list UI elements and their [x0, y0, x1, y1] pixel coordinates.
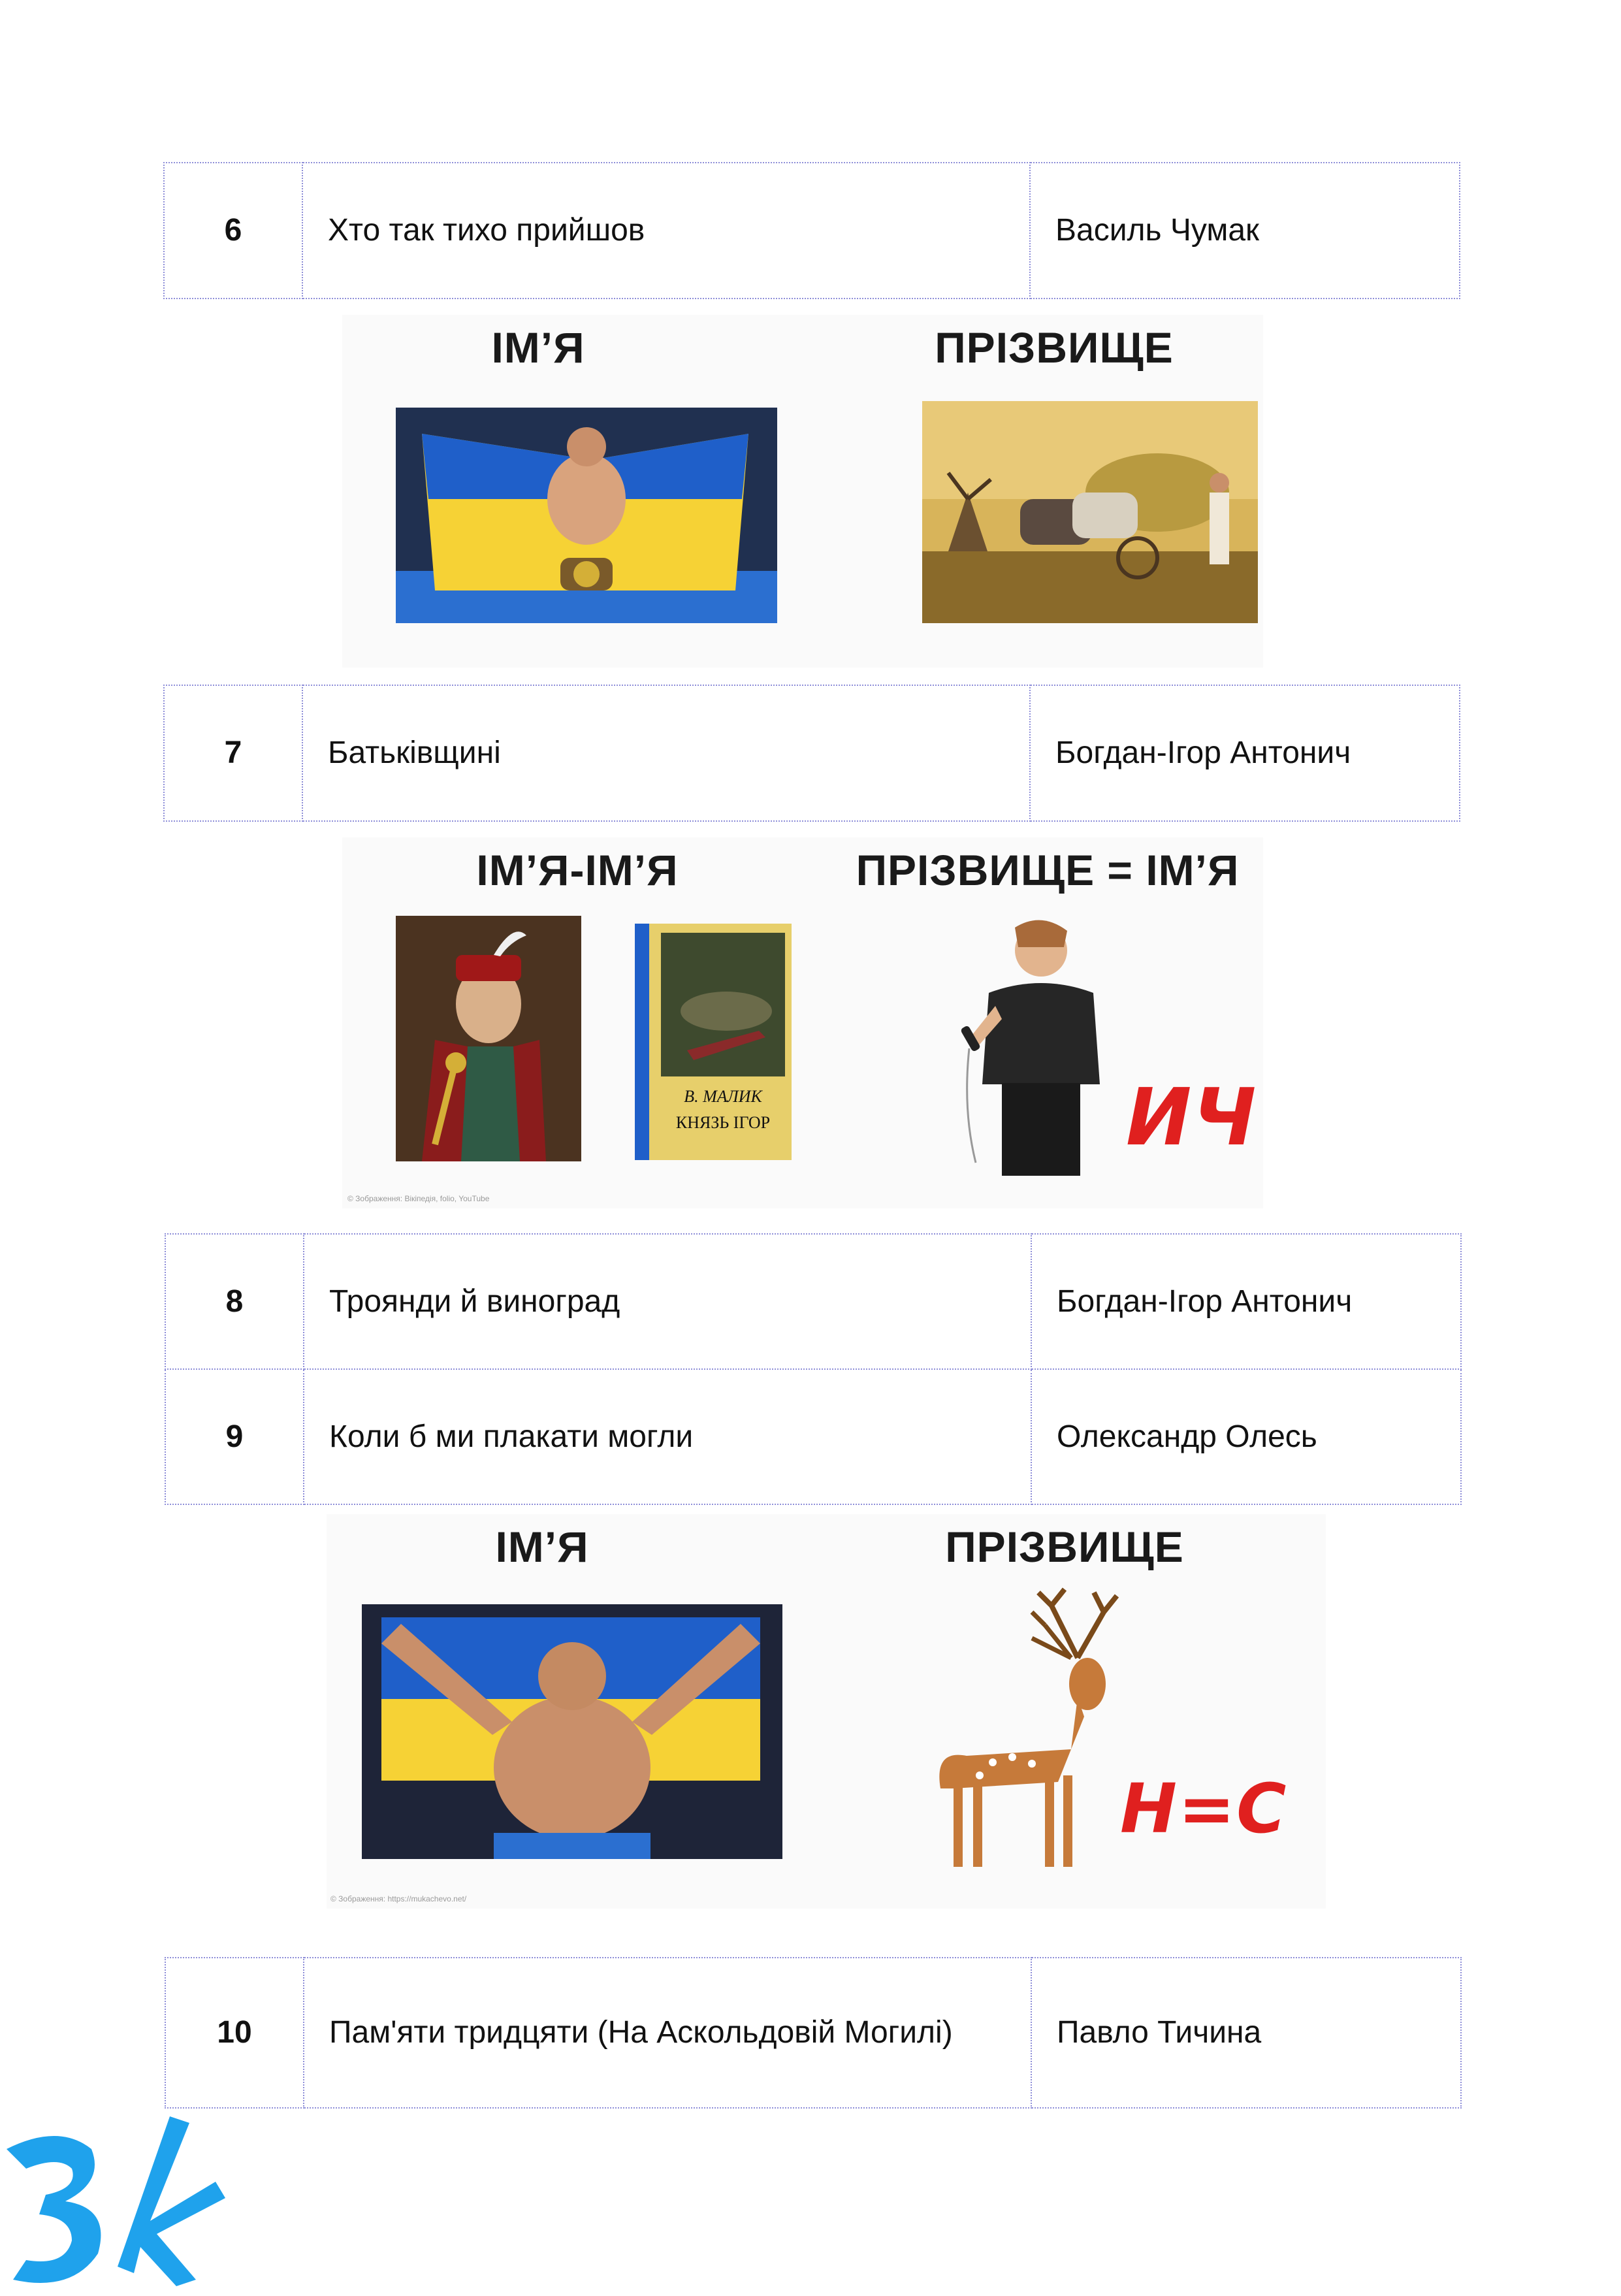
poem-author: Олександр Олесь	[1031, 1369, 1461, 1504]
poem-title: Троянди й виноград	[304, 1234, 1031, 1369]
poem-author: Богдан-Ігор Антонич	[1030, 685, 1460, 821]
row-number: 10	[165, 1958, 304, 2108]
poem-author: Богдан-Ігор Антонич	[1031, 1234, 1461, 1369]
rebus-oleksandr-oles	[327, 1514, 1326, 1909]
surname-caption: ПРІЗВИЩЕ	[935, 323, 1174, 372]
hetman-portrait-image	[396, 916, 581, 1161]
singer-with-microphone-image	[950, 914, 1119, 1176]
poem-table-row-10	[165, 1957, 1462, 2109]
boxer-usyk-with-flag-image	[362, 1604, 782, 1859]
surname-equals-name-caption: ПРІЗВИЩЕ = ІМ’Я	[856, 846, 1240, 894]
book-title: КНЯЗЬ ІГОР	[675, 1113, 771, 1132]
row-number: 7	[164, 685, 302, 821]
row-number: 9	[165, 1369, 304, 1504]
poem-title: Коли б ми плакати могли	[304, 1369, 1031, 1504]
row-number: 8	[165, 1234, 304, 1369]
book-kniaz-ihor-image	[635, 924, 792, 1160]
rebus-bohdan-ihor-antonych	[342, 837, 1263, 1208]
poem-title: Пам'яти тридцяти (На Аскольдовій Могилі)	[304, 1958, 1031, 2108]
poem-table-row-6	[163, 162, 1460, 299]
boxer-with-flag-image	[396, 408, 777, 623]
surname-caption: ПРІЗВИЩЕ	[945, 1523, 1184, 1571]
deer-image	[914, 1586, 1149, 1873]
poem-author: Василь Чумак	[1030, 163, 1460, 299]
rebus-vasyl-chumak	[342, 315, 1263, 668]
poem-title: Батьківщині	[302, 685, 1030, 821]
book-author: В. МАЛИК	[684, 1087, 762, 1106]
poem-table-rows-8-9	[165, 1233, 1462, 1505]
row-number: 6	[164, 163, 302, 299]
poem-title: Хто так тихо прийшов	[302, 163, 1030, 299]
suffix-ych: ИЧ	[1126, 1073, 1258, 1163]
image-credit: © Зображення: Вікіпедія, folio, YouTube	[347, 1194, 490, 1203]
ox-cart-painting-image	[922, 401, 1258, 623]
publisher-logo	[0, 2110, 235, 2293]
poem-table-row-7	[163, 685, 1460, 822]
name-caption: ІМ’Я	[491, 323, 585, 372]
formula-n-equals-s: Н=С	[1120, 1769, 1288, 1849]
poem-author: Павло Тичина	[1031, 1958, 1461, 2108]
name-name-caption: ІМ’Я-ІМ’Я	[476, 846, 679, 894]
image-credit: © Зображення: https://mukachevo.net/	[330, 1894, 467, 1903]
name-caption: ІМ’Я	[495, 1523, 589, 1571]
